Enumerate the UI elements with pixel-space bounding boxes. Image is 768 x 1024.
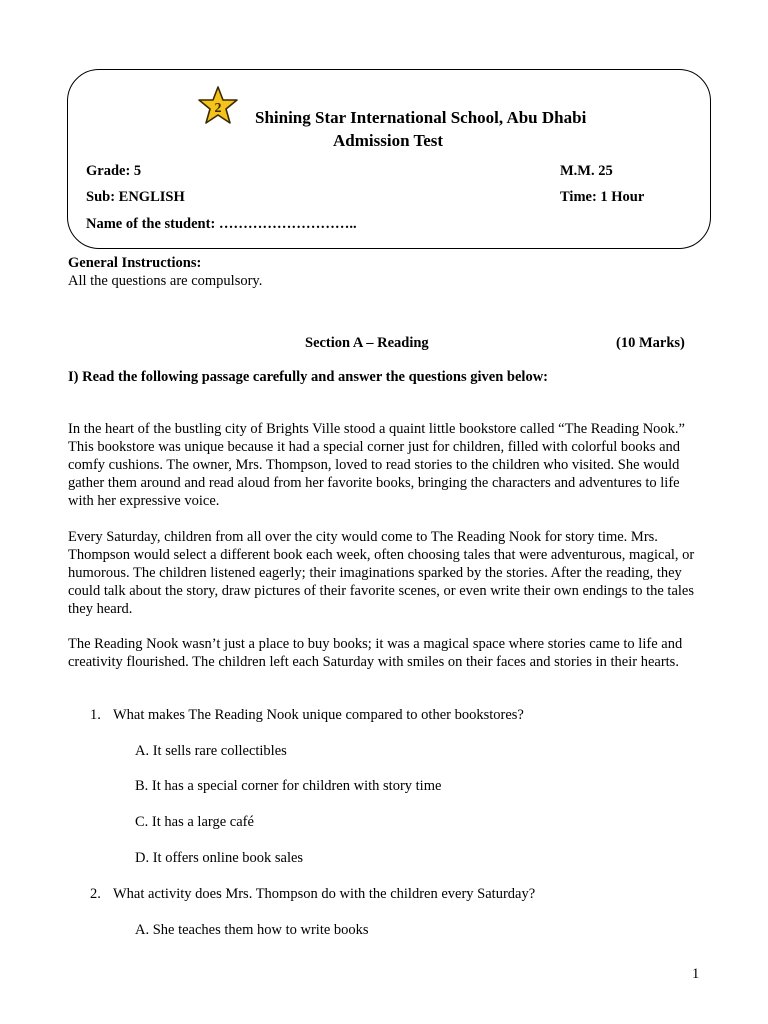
passage-paragraph: Every Saturday, children from all over the city would come to The Reading Nook for story time. Mrs. Thompson would select a different book each week, often choosing tales that were adventurous, magical, or humorous. The children listened eagerly; their imaginations sparked by the stories. After the reading, they could talk about the story, draw pictures of their favorite scenes, or even write their own endings to the tales they heard.	[68, 529, 695, 617]
subject-label: Sub: ENGLISH	[86, 189, 185, 205]
section-marks: (10 Marks)	[616, 335, 685, 351]
max-marks-label: M.M. 25	[560, 163, 613, 179]
page-number: 1	[692, 966, 700, 982]
question-text: What activity does Mrs. Thompson do with the children every Saturday?	[113, 886, 536, 902]
answer-option: C. It has a large café	[135, 814, 254, 830]
logo-numeral: 2	[214, 101, 222, 116]
answer-option: A. She teaches them how to write books	[135, 922, 369, 938]
instructions-heading: General Instructions:	[68, 255, 202, 271]
school-name: Shining Star International School, Abu Dhabi	[255, 108, 587, 127]
answer-option: A. It sells rare collectibles	[135, 743, 287, 759]
task-heading: I) Read the following passage carefully and answer the questions given below:	[68, 369, 549, 385]
question-number: 2.	[90, 886, 101, 902]
star-logo-icon	[196, 85, 240, 125]
time-label: Time: 1 Hour	[560, 189, 645, 205]
answer-option: B. It has a special corner for children with story time	[135, 778, 442, 794]
question	[90, 707, 524, 724]
question	[90, 886, 535, 903]
question-number: 1.	[90, 707, 101, 723]
instructions-text: All the questions are compulsory.	[68, 273, 263, 289]
test-title: Admission Test	[333, 131, 444, 150]
student-name-field: Name of the student: ………………………..	[86, 216, 357, 232]
passage-paragraph: The Reading Nook wasn’t just a place to buy books; it was a magical space where stories came to life and creativity flourished. The children left each Saturday with smiles on their faces and stories in their hearts.	[68, 636, 683, 670]
grade-label: Grade: 5	[86, 163, 142, 179]
question-text: What makes The Reading Nook unique compared to other bookstores?	[113, 707, 524, 723]
answer-option: D. It offers online book sales	[135, 850, 304, 866]
section-title: Section A – Reading	[305, 335, 429, 351]
passage-paragraph: In the heart of the bustling city of Brights Ville stood a quaint little bookstore called “The Reading Nook.” This bookstore was unique because it had a special corner just for children, filled with colorful books and comfy cushions. The owner, Mrs. Thompson, loved to read stories to the children who visited. She would gather them around and read aloud from her favorite books, bringing the characters and adventures to life with her expressive voice.	[68, 421, 685, 509]
